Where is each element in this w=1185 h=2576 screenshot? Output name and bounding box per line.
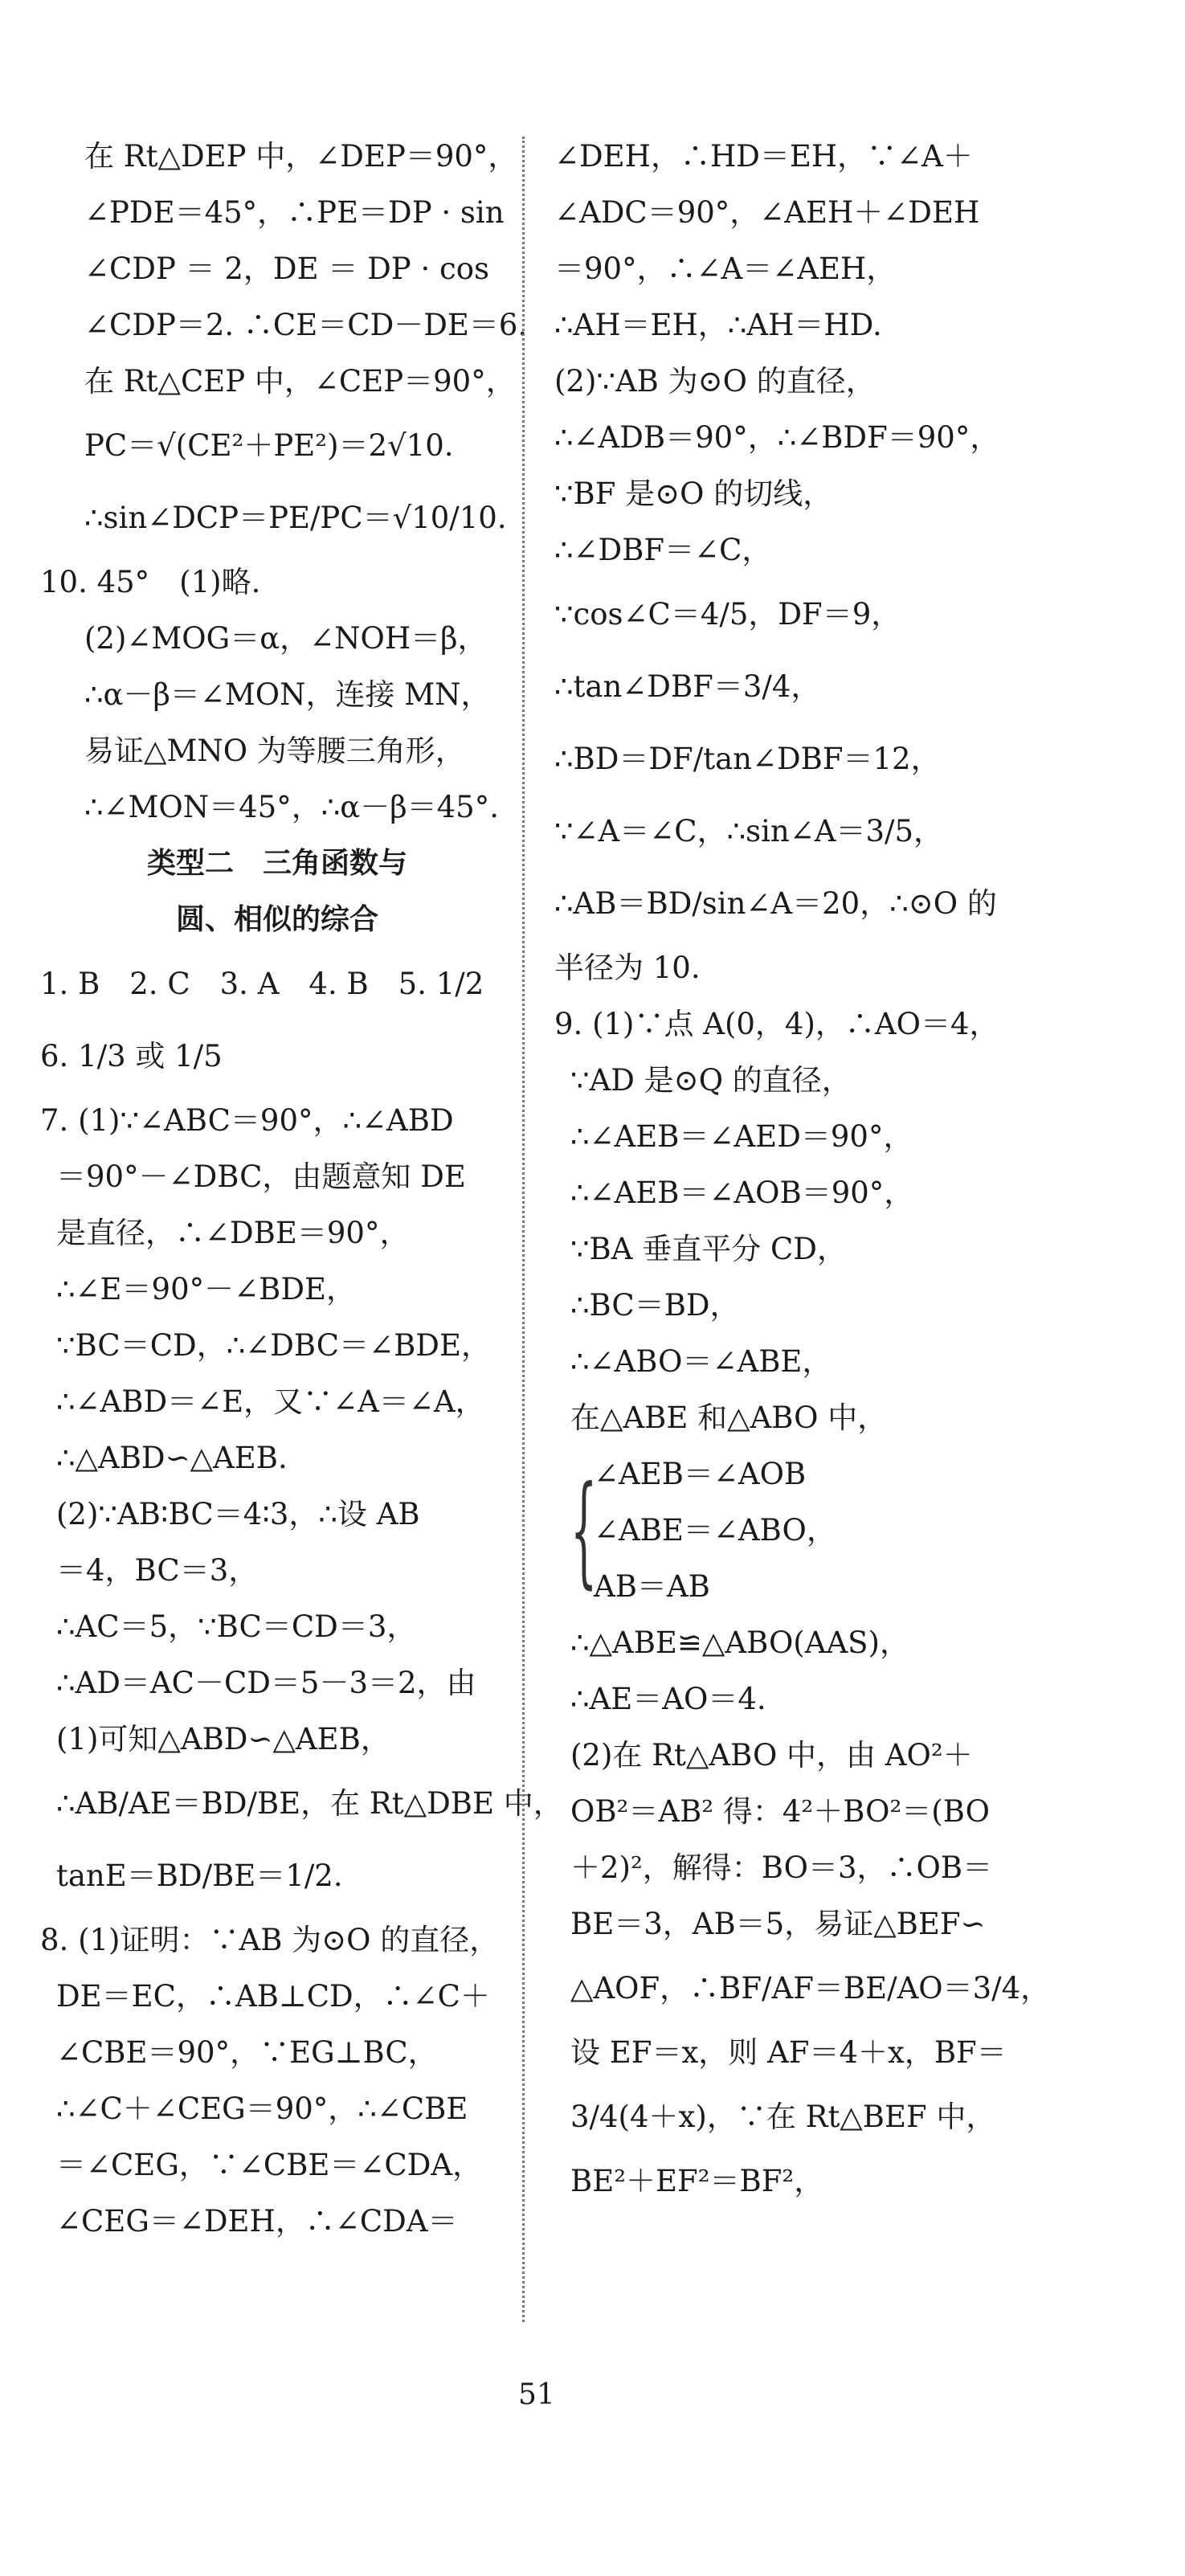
text-line: ＝90°－∠DBC，由题意知 DE [56,1159,466,1194]
equation-row: ∠ABE＝∠ABO， [594,1513,836,1548]
text-line: 在 Rt△DEP 中，∠DEP＝90°， [84,139,518,174]
text-line: ＝4，BC＝3， [56,1553,259,1588]
text-line: ∴tan∠DBF＝3/4， [554,669,821,704]
text-line: (2)∵AB 为⊙O 的直径， [554,364,876,399]
text-line: 圆、相似的综合 [175,903,378,936]
text-line: ∴△ABE≌△ABO(AAS)， [570,1625,909,1660]
text-line: ∠CEG＝∠DEH，∴∠CDA＝ [56,2204,458,2239]
text-line: 10. 45° (1)略. [40,565,261,599]
page-number: 51 [518,2378,555,2411]
text-line: 1. B 2. C 3. A 4. B 5. 1/2 [40,967,484,1001]
text-line: 在△ABE 和△ABO 中， [570,1400,888,1435]
text-line: 6. 1/3 或 1/5 [40,1039,223,1073]
text-line: ∴∠C＋∠CEG＝90°，∴∠CBE [56,2091,468,2126]
text-line: tanE＝BD/BE＝1/2. [56,1858,343,1893]
text-line: ＝90°，∴∠A＝∠AEH， [554,251,897,286]
text-line: 在 Rt△CEP 中，∠CEP＝90°， [84,364,516,399]
text-line: ∴AB/AE＝BD/BE，在 Rt△DBE 中， [56,1786,563,1821]
right-column [554,129,1051,2210]
text-line: (2)∵AB∶BC＝4∶3，∴设 AB [56,1497,420,1531]
text-line: (2)∠MOG＝α，∠NOH＝β， [84,621,488,656]
equation-row: ∠AEB＝∠AOB [594,1457,807,1491]
text-line: ∴sin∠DCP＝PE/PC＝√10/10. [84,501,507,535]
text-line: ∴∠DBF＝∠C， [554,533,772,567]
text-line: 7. (1)∵∠ABC＝90°，∴∠ABD [40,1103,454,1138]
text-line: ∵BF 是⊙O 的切线， [554,476,833,511]
text-line: ∴∠AEB＝∠AOB＝90°， [570,1176,914,1210]
text-line: ∴α－β＝∠MON，连接 MN， [84,677,491,712]
text-line: ∴AB＝BD/sin∠A＝20，∴⊙O 的 [554,886,997,921]
text-line: DE＝EC，∴AB⊥CD，∴∠C＋ [56,1979,490,2014]
text-line: △AOF，∴BF/AF＝BE/AO＝3/4， [570,1971,1051,2006]
text-line: BE＝3，AB＝5，易证△BEF∽ [570,1907,986,1941]
text-line: ∵∠A＝∠C，∴sin∠A＝3/5， [554,814,944,848]
text-line: BE²＋EF²＝BF²， [570,2164,824,2198]
text-line: ∵cos∠C＝4/5，DF＝9， [554,597,901,632]
text-line: ∵BC＝CD，∴∠DBC＝∠BDE， [56,1328,491,1363]
text-line: 8. (1)证明：∵AB 为⊙O 的直径， [40,1923,500,1957]
text-line: 9. (1)∵点 A(0，4)，∴AO＝4， [554,1007,999,1041]
text-line: ∠CDP ＝ 2，DE ＝ DP · cos [84,251,489,286]
text-line: ∴AC＝5，∵BC＝CD＝3， [56,1609,417,1644]
text-line: 半径为 10. [554,951,701,985]
text-line: ∴BD＝DF/tan∠DBF＝12， [554,742,941,776]
text-line: 3/4(4＋x)，∵在 Rt△BEF 中， [570,2100,996,2134]
equation-row: AB＝AB [594,1569,710,1604]
text-line: 是直径，∴∠DBE＝90°， [56,1216,410,1250]
text-line: ∴∠ABD＝∠E，又∵∠A＝∠A， [56,1384,485,1419]
text-line: 设 EF＝x，则 AF＝4＋x，BF＝ [570,2035,1007,2070]
text-line: ∠PDE＝45°，∴PE＝DP · sin [84,195,505,230]
text-line: ∴BC＝BD， [570,1288,740,1323]
text-line: ∵AD 是⊙Q 的直径， [570,1063,852,1098]
text-line: ∴∠ABO＝∠ABE， [570,1344,832,1379]
equation-system [554,1446,1036,1615]
text-line: ∠CBE＝90°，∵EG⊥BC， [56,2035,438,2070]
text-line: ∴AD＝AC－CD＝5－3＝2，由 [56,1666,476,1700]
left-column [40,129,563,2250]
text-line: ∴∠ADB＝90°，∴∠BDF＝90°， [554,420,1000,455]
text-line: ∵BA 垂直平分 CD， [570,1232,847,1266]
text-line: ∴∠E＝90°－∠BDE， [56,1272,356,1306]
text-line: 易证△MNO 为等腰三角形， [84,734,465,768]
text-line: OB²＝AB² 得：4²＋BO²＝(BO [570,1794,990,1829]
text-line: (1)可知△ABD∽△AEB， [56,1722,390,1756]
left-brace-icon: { [570,1461,598,1601]
text-line: ∴AE＝AO＝4. [570,1682,766,1716]
text-line: ∴△ABD∽△AEB. [56,1441,288,1475]
text-line: ∠DEH，∴HD＝EH，∵∠A＋ [554,139,973,174]
text-line: ＝∠CEG，∵∠CBE＝∠CDA， [56,2148,483,2182]
text-line: PC＝√(CE²＋PE²)＝2√10. [84,428,454,463]
text-line: ∴∠MON＝45°，∴α－β＝45°. [84,790,499,824]
column-divider [522,137,525,2322]
text-line: (2)在 Rt△ABO 中，由 AO²＋ [570,1738,973,1773]
text-line: 类型二 三角函数与 [146,847,407,880]
text-line: ∴AH＝EH，∴AH＝HD. [554,308,882,342]
text-line: ∠CDP＝2. ∴CE＝CD－DE＝6. [84,308,528,342]
text-line: ∴∠AEB＝∠AED＝90°， [570,1119,913,1154]
text-line: ∠ADC＝90°，∠AEH＋∠DEH [554,195,980,230]
text-line: ＋2)²，解得：BO＝3，∴OB＝ [570,1850,993,1885]
